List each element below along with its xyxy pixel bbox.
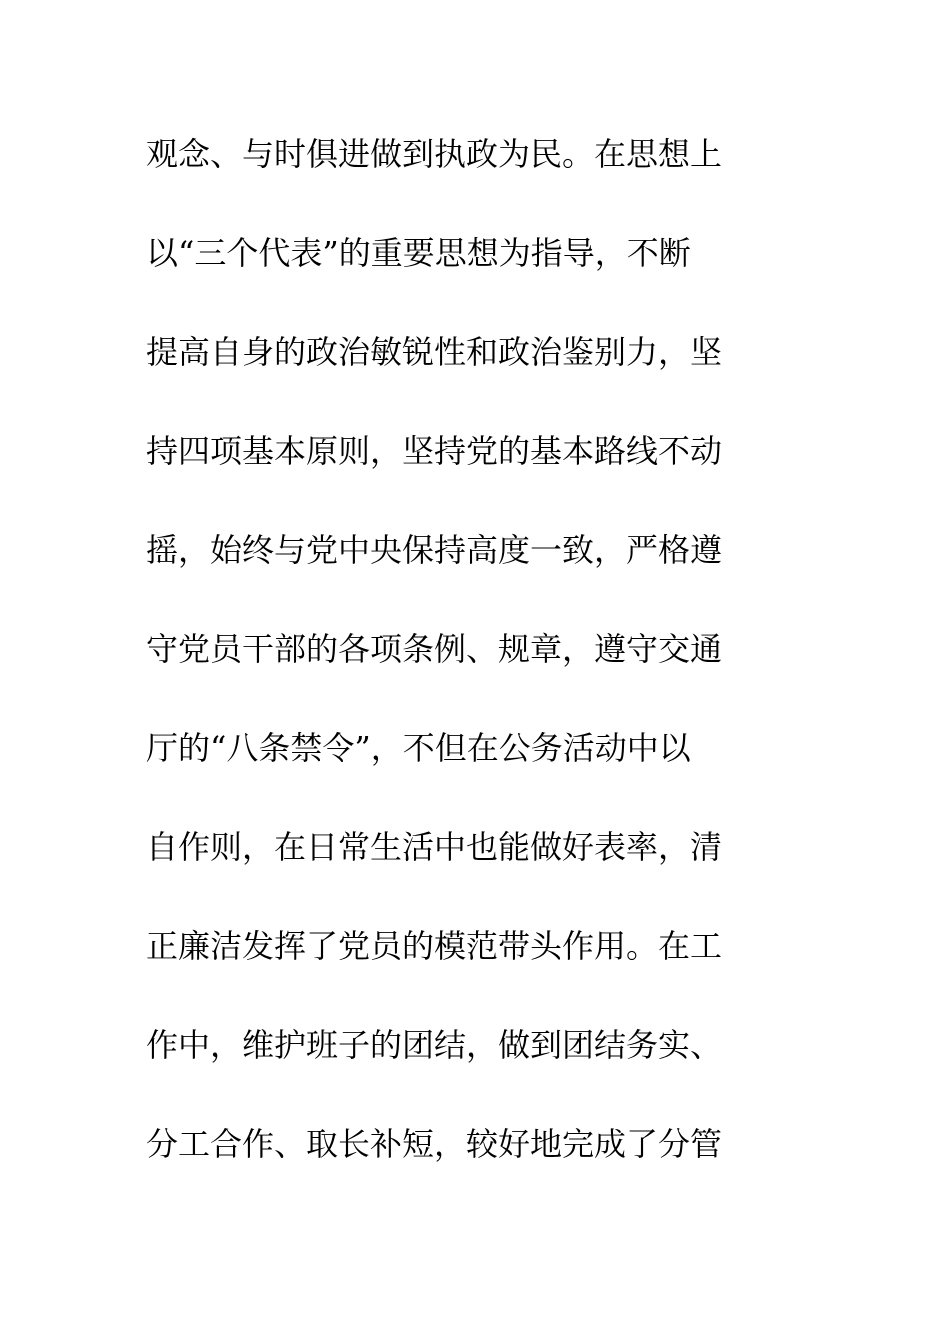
text-line: 分工合作、取长补短，较好地完成了分管 bbox=[146, 1125, 723, 1163]
text-line: 以“三个代表”的重要思想为指导，不断 bbox=[146, 234, 691, 272]
text-line: 厅的“八条禁令”，不但在公务活动中以 bbox=[146, 729, 691, 767]
text-line: 摇，始终与党中央保持高度一致，严格遵 bbox=[146, 531, 723, 569]
text-line: 提高自身的政治敏锐性和政治鉴别力，坚 bbox=[146, 333, 723, 371]
text-line: 作中，维护班子的团结，做到团结务实、 bbox=[146, 1026, 723, 1064]
text-line: 正廉洁发挥了党员的模范带头作用。在工 bbox=[146, 927, 723, 965]
text-line: 自作则，在日常生活中也能做好表率，清 bbox=[146, 828, 723, 866]
body-text bbox=[146, 122, 806, 1211]
text-line: 守党员干部的各项条例、规章，遵守交通 bbox=[146, 630, 723, 668]
text-line: 持四项基本原则，坚持党的基本路线不动 bbox=[146, 432, 723, 470]
text-line: 观念、与时俱进做到执政为民。在思想上 bbox=[146, 135, 723, 173]
